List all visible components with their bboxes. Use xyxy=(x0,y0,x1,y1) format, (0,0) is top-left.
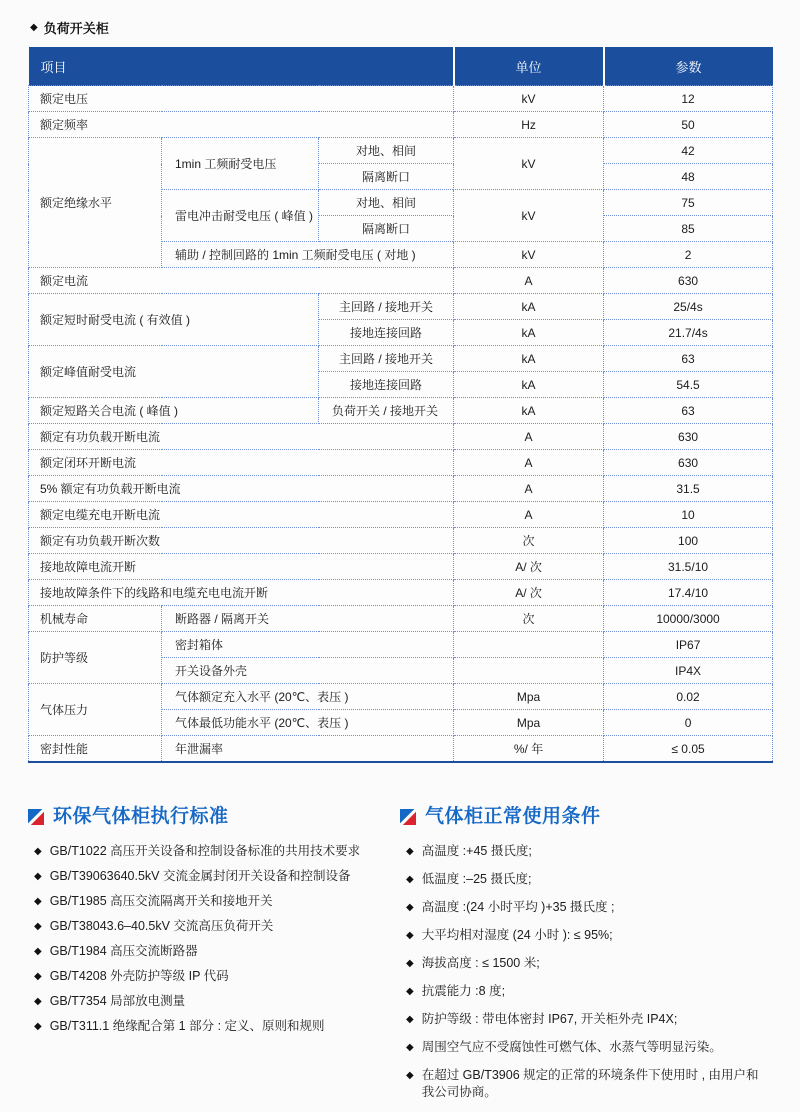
table-cell: kA xyxy=(454,346,604,372)
table-cell: Mpa xyxy=(454,710,604,736)
table-row xyxy=(29,502,773,528)
table-row xyxy=(29,112,773,138)
table-cell xyxy=(454,658,604,684)
spec-table xyxy=(28,47,773,763)
list-item-text: 周围空气应不受腐蚀性可燃气体、水蒸气等明显污染。 xyxy=(421,1040,722,1054)
table-cell: 17.4/10 xyxy=(604,580,773,606)
list-item-text: GB/T7354 局部放电测量 xyxy=(49,994,186,1008)
list-item-text: GB/T38043.6–40.5kV 交流高压负荷开关 xyxy=(49,919,274,933)
table-cell: 机械寿命 xyxy=(29,606,162,632)
table-cell: 0.02 xyxy=(604,684,773,710)
table-cell: 额定短时耐受电流 ( 有效值 ) xyxy=(29,294,319,346)
table-cell: 0 xyxy=(604,710,773,736)
table-cell: A xyxy=(454,450,604,476)
conditions-heading xyxy=(400,807,772,827)
table-cell: 气体额定充入水平 (20℃、表压 ) xyxy=(162,684,454,710)
diamond-icon: ◆ xyxy=(406,930,414,941)
standards-heading-text: 环保气体柜执行标准 xyxy=(53,806,229,827)
table-cell: 额定电压 xyxy=(29,86,454,112)
table-cell: 21.7/4s xyxy=(604,320,773,346)
table-cell: kA xyxy=(454,294,604,320)
table-cell: 10 xyxy=(604,502,773,528)
table-cell: 隔离断口 xyxy=(319,164,454,190)
corner-square-icon xyxy=(400,809,416,825)
header-row xyxy=(29,47,773,86)
table-cell: 25/4s xyxy=(604,294,773,320)
table-row xyxy=(29,476,773,502)
table-cell: 630 xyxy=(604,450,773,476)
column-header-param: 参数 xyxy=(604,47,773,86)
table-cell: kA xyxy=(454,372,604,398)
table-cell: 63 xyxy=(604,398,773,424)
list-item xyxy=(406,1011,762,1028)
table-cell: 密封性能 xyxy=(29,736,162,763)
section-conditions xyxy=(400,807,772,1112)
table-row xyxy=(29,268,773,294)
list-item-text: 抗震能力 :8 度; xyxy=(421,984,506,998)
list-item-text: 在超过 GB/T3906 规定的正常的环境条件下使用时 , 由用户和我公司协商。 xyxy=(421,1068,759,1099)
table-row xyxy=(29,294,773,320)
table-cell: 负荷开关 / 接地开关 xyxy=(319,398,454,424)
table-cell: 630 xyxy=(604,268,773,294)
table-row xyxy=(29,346,773,372)
table-cell: 额定频率 xyxy=(29,112,454,138)
table-cell: 雷电冲击耐受电压 ( 峰值 ) xyxy=(162,190,319,242)
list-item xyxy=(406,955,762,972)
diamond-icon: ◆ xyxy=(406,846,414,857)
table-cell: ≤ 0.05 xyxy=(604,736,773,763)
section-standards xyxy=(28,807,400,1112)
table-cell: 断路器 / 隔离开关 xyxy=(162,606,454,632)
bottom-sections xyxy=(0,807,800,1112)
corner-square-icon xyxy=(28,809,44,825)
table-cell: 630 xyxy=(604,424,773,450)
list-item-text: GB/T1022 高压开关设备和控制设备标准的共用技术要求 xyxy=(49,844,361,858)
table-cell: A xyxy=(454,424,604,450)
column-header-item: 项目 xyxy=(29,47,454,86)
diamond-icon: ◆ xyxy=(406,874,414,885)
table-cell xyxy=(454,632,604,658)
list-item xyxy=(34,993,390,1010)
table-cell: 额定电缆充电开断电流 xyxy=(29,502,454,528)
table-cell: IP4X xyxy=(604,658,773,684)
table-cell: kA xyxy=(454,320,604,346)
diamond-icon: ◆ xyxy=(34,1021,42,1032)
table-cell: 额定闭环开断电流 xyxy=(29,450,454,476)
table-cell: kV xyxy=(454,86,604,112)
table-cell: 对地、相间 xyxy=(319,138,454,164)
table-row xyxy=(29,138,773,164)
table-cell: A/ 次 xyxy=(454,580,604,606)
table-cell: 31.5/10 xyxy=(604,554,773,580)
table-cell: 气体最低功能水平 (20℃、表压 ) xyxy=(162,710,454,736)
table-cell: Mpa xyxy=(454,684,604,710)
diamond-icon: ◆ xyxy=(34,921,42,932)
list-item xyxy=(406,1067,762,1101)
diamond-icon: ◆ xyxy=(34,871,42,882)
table-cell: 次 xyxy=(454,528,604,554)
table-row xyxy=(29,398,773,424)
list-item-text: GB/T1984 高压交流断路器 xyxy=(49,944,198,958)
table-row xyxy=(29,632,773,658)
table-cell: 54.5 xyxy=(604,372,773,398)
table-cell: 年泄漏率 xyxy=(162,736,454,763)
table-row xyxy=(29,554,773,580)
list-item xyxy=(406,983,762,1000)
list-item xyxy=(34,893,390,910)
table-row xyxy=(29,736,773,763)
list-item xyxy=(34,968,390,985)
standards-list xyxy=(28,843,400,1035)
list-item-text: 防护等级 : 带电体密封 IP67, 开关柜外壳 IP4X; xyxy=(421,1012,678,1026)
list-item xyxy=(406,871,762,888)
table-cell: A xyxy=(454,502,604,528)
list-item-text: 高温度 :(24 小时平均 )+35 摄氏度 ; xyxy=(421,900,615,914)
diamond-icon: ◆ xyxy=(34,846,42,857)
list-item xyxy=(34,943,390,960)
diamond-icon: ◆ xyxy=(30,21,38,33)
table-cell: A xyxy=(454,268,604,294)
diamond-icon: ◆ xyxy=(406,958,414,969)
list-item-text: 高温度 :+45 摄氏度; xyxy=(421,844,532,858)
diamond-icon: ◆ xyxy=(34,971,42,982)
diamond-icon: ◆ xyxy=(406,986,414,997)
list-item xyxy=(34,1018,390,1035)
table-cell: 48 xyxy=(604,164,773,190)
list-item xyxy=(34,843,390,860)
spec-table-body xyxy=(29,86,773,763)
diamond-icon: ◆ xyxy=(406,902,414,913)
table-cell: 额定峰值耐受电流 xyxy=(29,346,319,398)
table-cell: kA xyxy=(454,398,604,424)
table-cell: kV xyxy=(454,242,604,268)
spec-table-header xyxy=(29,47,773,86)
table-cell: 接地连接回路 xyxy=(319,372,454,398)
table-cell: 42 xyxy=(604,138,773,164)
table-cell: 接地故障电流开断 xyxy=(29,554,454,580)
table-row xyxy=(29,86,773,112)
list-item-text: GB/T1985 高压交流隔离开关和接地开关 xyxy=(49,894,273,908)
table-cell: 额定有功负载开断电流 xyxy=(29,424,454,450)
diamond-icon: ◆ xyxy=(34,996,42,1007)
table-cell: 85 xyxy=(604,216,773,242)
list-item xyxy=(406,843,762,860)
table-cell: 75 xyxy=(604,190,773,216)
table-cell: 密封箱体 xyxy=(162,632,454,658)
standards-heading xyxy=(28,807,400,827)
diamond-icon: ◆ xyxy=(406,1014,414,1025)
table-cell: 主回路 / 接地开关 xyxy=(319,346,454,372)
list-item-text: 大平均相对湿度 (24 小时 ): ≤ 95%; xyxy=(421,928,613,942)
table-cell: A xyxy=(454,476,604,502)
list-item-text: GB/T39063640.5kV 交流金属封闭开关设备和控制设备 xyxy=(49,869,351,883)
table-cell: 额定短路关合电流 ( 峰值 ) xyxy=(29,398,319,424)
table-cell: 31.5 xyxy=(604,476,773,502)
table-cell: 接地连接回路 xyxy=(319,320,454,346)
diamond-icon: ◆ xyxy=(406,1042,414,1053)
table-cell: 12 xyxy=(604,86,773,112)
table-cell: 5% 额定有功负载开断电流 xyxy=(29,476,454,502)
table-cell: kV xyxy=(454,138,604,190)
list-item-text: 海拔高度 : ≤ 1500 米; xyxy=(421,956,540,970)
list-item-text: 低温度 :–25 摄氏度; xyxy=(421,872,532,886)
column-header-unit: 单位 xyxy=(454,47,604,86)
list-item xyxy=(406,1039,762,1056)
table-cell: 额定有功负载开断次数 xyxy=(29,528,454,554)
table-cell: 次 xyxy=(454,606,604,632)
list-item xyxy=(406,899,762,916)
table-row xyxy=(29,580,773,606)
table-cell: 对地、相间 xyxy=(319,190,454,216)
diamond-icon: ◆ xyxy=(34,896,42,907)
page-title xyxy=(30,18,772,37)
table-cell: kV xyxy=(454,190,604,242)
table-cell: 1min 工频耐受电压 xyxy=(162,138,319,190)
table-cell: 辅助 / 控制回路的 1min 工频耐受电压 ( 对地 ) xyxy=(162,242,454,268)
table-cell: 气体压力 xyxy=(29,684,162,736)
table-cell: 10000/3000 xyxy=(604,606,773,632)
list-item xyxy=(406,927,762,944)
table-row xyxy=(29,606,773,632)
table-cell: Hz xyxy=(454,112,604,138)
table-cell: 2 xyxy=(604,242,773,268)
table-cell: A/ 次 xyxy=(454,554,604,580)
table-row xyxy=(29,528,773,554)
page-title-text: 负荷开关柜 xyxy=(43,21,109,36)
table-cell: 隔离断口 xyxy=(319,216,454,242)
table-cell: 50 xyxy=(604,112,773,138)
table-cell: 63 xyxy=(604,346,773,372)
table-cell: IP67 xyxy=(604,632,773,658)
conditions-list xyxy=(400,843,772,1101)
table-cell: 额定电流 xyxy=(29,268,454,294)
table-row xyxy=(29,684,773,710)
list-item-text: GB/T4208 外壳防护等级 IP 代码 xyxy=(49,969,229,983)
list-item xyxy=(34,918,390,935)
diamond-icon: ◆ xyxy=(34,946,42,957)
conditions-heading-text: 气体柜正常使用条件 xyxy=(425,806,601,827)
table-cell: 额定绝缘水平 xyxy=(29,138,162,268)
diamond-icon: ◆ xyxy=(406,1070,414,1081)
list-item-text: GB/T311.1 绝缘配合第 1 部分 : 定义、原则和规则 xyxy=(49,1019,325,1033)
table-cell: 100 xyxy=(604,528,773,554)
table-cell: 开关设备外壳 xyxy=(162,658,454,684)
table-cell: 主回路 / 接地开关 xyxy=(319,294,454,320)
table-cell: 防护等级 xyxy=(29,632,162,684)
table-cell: %/ 年 xyxy=(454,736,604,763)
table-cell: 接地故障条件下的线路和电缆充电电流开断 xyxy=(29,580,454,606)
table-row xyxy=(29,424,773,450)
list-item xyxy=(34,868,390,885)
table-row xyxy=(29,450,773,476)
